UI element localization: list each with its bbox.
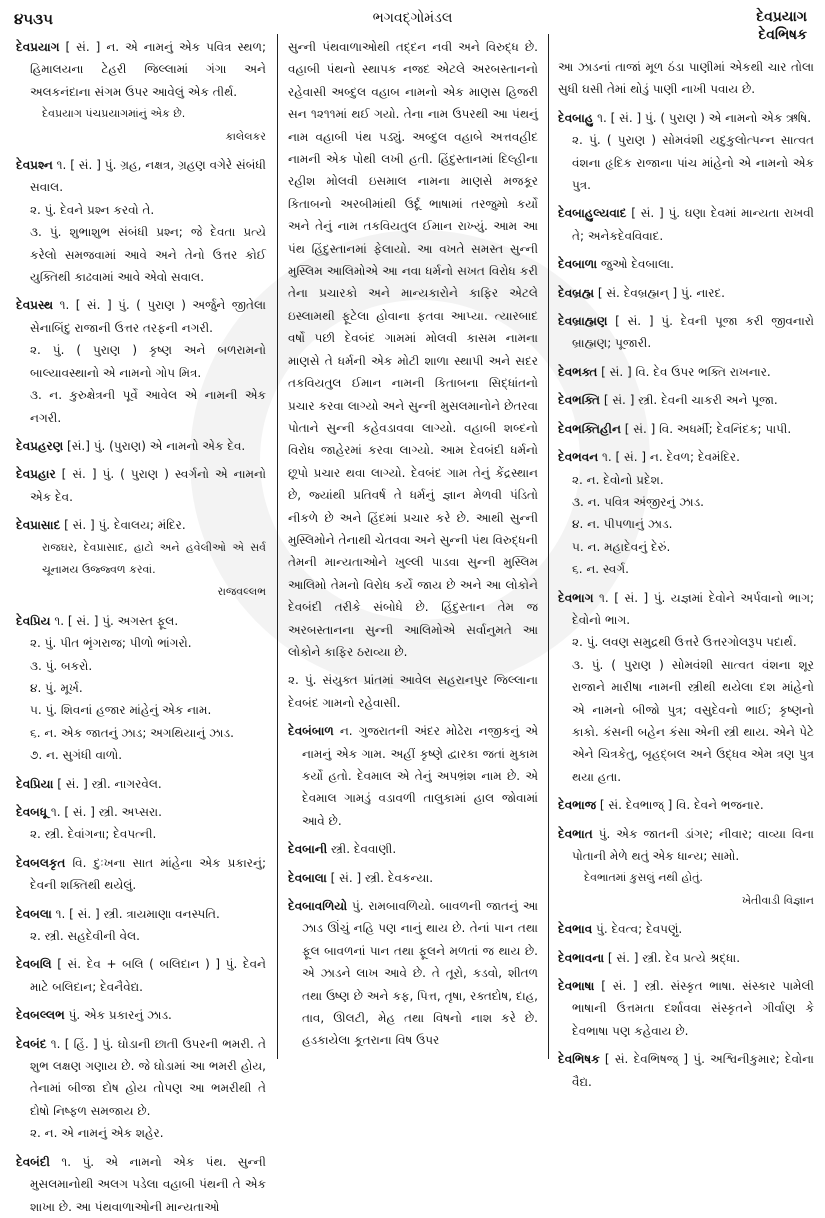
entry-sense: ૩. પું. શુભાશુભ સંબંધી પ્રશ્ન; જે દેવતા પ્રત્યે કરેલો સમજવામાં આવે અને તેનો ઉત્તર કોઈ યુક્તિથી કાઢવામાં આવે એવો સવાલ. — [30, 225, 266, 285]
entry-sense: ૩. ન. પવિત્ર અંજીરનું ઝાડ. — [572, 494, 705, 509]
definition: [ સં. દેવભાજ્ ] વિ. દેવને ભજનાર. — [599, 798, 764, 813]
definition: [ સં. ] સ્ત્રી. નાગરવેલ. — [57, 776, 162, 791]
headword: દેવપ્રિય — [16, 613, 51, 628]
dictionary-entry — [558, 418, 814, 440]
headword: દેવભવન — [558, 450, 599, 465]
usage-quote: દેવભાતમાં કુસલું નથી હોતું. — [584, 871, 703, 885]
quote-citation: રાજવલ્લભ — [217, 585, 266, 599]
definition: [ સં. ] વિ. અધર્મી; દેવનિંદક; પાપી. — [624, 421, 792, 436]
definition: [ સં. ] સ્ત્રી. દેવકન્યા. — [330, 870, 434, 885]
headword: દેવપ્રહરણ — [16, 438, 64, 453]
entry-sense: ૨. પું. ( પુરાણ ) સોમવંશી યદુકુલોત્પન્ન સાત્વત વંશના હૃદિક રાજાના પાંચ માંહેનો એ નામનો એક પુત્ર. — [572, 133, 814, 193]
definition: પું. એક પ્રકારનું ઝાડ. — [68, 1008, 172, 1023]
column-middle — [278, 36, 548, 1097]
headword: દેવબાહુલ્યવાદ — [558, 206, 627, 221]
definition: [ સં. દેવભિષજ્ ] પું. અશ્વિનીકુમાર; દેવોના વૈદ્ય. — [572, 1052, 814, 1089]
definition: પું. રામબાવળિયો. બાવળની જાતનું આ ઝાડ ઊંચું નહિ પણ નાનું થાય છે. તેનાં પાન તથા ફૂલ બાવળનાં પાન તથા ફૂલને મળતાં જ થાય છે. એ ઝાડને લાખ આવે છે. તે તૂરો, કડવો, શીતળ તથા ઉષ્ણ છે અને કફ, પિત્ત, તૃષા, રક્તદોષ, દાહ, તાવ, ઊલટી, મેહ તથા વિષનો નાશ કરે છે. હડકાયેલા કૂતરાના વિષ ઉપર — [302, 899, 538, 1048]
headword: દેવભિષક — [558, 1052, 600, 1067]
book-title: ભગવદ્ગોમંડલ — [372, 10, 453, 26]
entry-sense: ૨. પું. સંયુક્ત પ્રાંતમાં આવેલ સહરાનપુર જિલ્લાના દેવબંદ ગામનો રહેવાસી. — [288, 673, 538, 710]
dictionary-entry — [288, 838, 538, 860]
dictionary-entry — [288, 867, 538, 889]
entry-sense: ૪. પું. મૂર્ખ. — [30, 680, 83, 695]
headword: દેવપ્રશ્ન — [16, 158, 53, 173]
dictionary-entry — [16, 294, 266, 428]
entry-sense: ૫. ન. મહાદેવનું દેરું. — [572, 539, 671, 554]
dictionary-entry — [558, 918, 814, 940]
dictionary-entry — [558, 975, 814, 1042]
definition: [ સં. દેવ + બલિ ( બલિદાન ) ] પું. દેવને માટે બલિદાન; દેવનૈવેદ્ય. — [30, 957, 266, 994]
entry-sense: ૩. ન. કુરુક્ષેત્રની પૂર્વે આવેલ એ નામની એક નગરી. — [30, 388, 266, 425]
quote-citation: કાલેલકર — [225, 129, 266, 143]
dictionary-entry — [558, 389, 814, 411]
dictionary-entry — [16, 1033, 266, 1145]
dictionary-entry — [16, 903, 266, 948]
continued-text: સુન્ની પંથવાળાઓથી તદ્દન નવી અને વિરુદ્ધ છે. વહાબી પંથનો સ્થાપક નજદ એટલે અરબસ્તાનનો રહેવાસી અબ્દુલ વહાબ નામનો એક માણસ હિજરી સન ૧૨૧૧માં થઈ ગયો. તેના નામ ઉપરથી આ પંથનું નામ વહાબી પંથ પડ્યું. અબ્દુલ વહાબે અત્તવહીદ નામની એક પોથી લખી હતી. હિંદુસ્તાનમાં દિલ્હીના રહીશ મોલવી ઇસમાલ નામના માણસે મજકૂર કિતાબનો અરબીમાંથી ઉર્દૂ ભાષામાં તરજુમો કર્યો અને તેનું નામ તકવિયતુલ ઈમાન રાખ્યું. આમ આ પંથ હિંદુસ્તાનમાં ફેલાયો. આ વખતે સમસ્ત સુન્ની મુસ્લિમ આલિમોએ આ નવા ધર્મનો સખત વિરોધ કરી તેના પ્રચારકો અને માન્યકારોને કાફિર એટલે ઇસ્લામથી ફૂટેલા હોવાના ફતવા આપ્યા. ત્યારબાદ વર્ષો પછી દેવબંદ ગામમાં મોલવી કાસમ નામના માણસે તે ધર્મની એક મોટી શાળા સ્થાપી અને સદર તકવિયતુલ ઈમાન નામની કિતાબના સિદ્ધાંતનો પ્રચાર કરવા લાગ્યો અને સુન્ની મુસલમાનોને છેતરવા પોતાને સુન્ની કહેવડાવવા લાગ્યો. વહાબી શબ્દનો વિરોધ જાહેરમાં કરવા લાગ્યો. આમ દેવબંદી ધર્મનો છૂપો પ્રચાર થવા લાગ્યો. દેવબંદ ગામ તેનું કેંદ્રસ્થાન છે, જ્યાંથી પ્રતિવર્ષ તે ધર્મનું જ્ઞાન મેળવી પંડિતો નીકળે છે અને હિંદમાં પ્રચાર કરે છે. આથી સુન્ની મુસ્લિમોને તેનાથી ચેતવવા અને સુન્ની પંથ વિરુદ્ધની તેમની માન્યતાઓને ખુલ્લી પાડવા સુન્ની મુસ્લિમ આલિમો તેમનો વિરોધ કર્યે જાય છે અને આ લોકોને દેવબંદી તરીકે સંબોધે છે. હિંદુસ્તાન તેમ જ અરબસ્તાનના સુન્ની આલિમોએ સર્વાનુમતે આ લોકોને કાફિર ઠરાવ્યા છે. — [288, 40, 538, 659]
column-left — [6, 36, 276, 1214]
headword: દેવભાવ — [558, 922, 593, 937]
definition: ૧. [ સં. ] પું. અગસ્ત ફૂલ. — [54, 613, 179, 628]
dictionary-entry — [16, 852, 266, 897]
usage-quote: દેવપ્રયાગ પંચપ્રયાગમાંનું એક છે. — [42, 107, 186, 121]
dictionary-entry — [558, 282, 814, 304]
headword: દેવપ્રહાર — [16, 467, 56, 482]
entry-sense: ૨. પું. દેવને પ્રશ્ન કરવો તે. — [30, 202, 155, 217]
entry-sense: ૨. પું. ( પુરાણ ) કૃષ્ણ અને બળરામનો બાલ્યાવસ્થાનો એ નામનો ગોપ મિત્ર. — [30, 343, 266, 380]
definition: ન. ગુજરાતની અંદર મોઢેરા નજીકનું એ નામનું એક ગામ. અહીં કૃષ્ણે દ્વારકા જતાં મુકામ કર્યો હતો. દેવમાલ એ તેનું અપભ્રંશ નામ છે. એ દેવમાલ ગામડું વડાવળી તાલુકામાં હાલ જોવામાં આવે છે. — [302, 724, 538, 828]
entry-sense: ૬. ન. એક જાતનું ઝાડ; અગથિયાનું ઝાડ. — [30, 725, 234, 740]
headword: દેવબંદી — [16, 1154, 50, 1169]
definition: [ સં. ] પું. ( પુરાણ ) સ્વર્ગનો એ નામનો એક દેવ. — [30, 467, 266, 504]
headword: દેવભાવના — [558, 950, 605, 965]
definition: ૧. [ સં. ] ન. દેવળ; દેવમંદિર. — [602, 450, 740, 465]
entry-sense: ૨. પું. લવણ સમુદ્રથી ઉત્તરે ઉત્તરગોલરૂપ પદાર્થ. — [572, 635, 797, 650]
headword: દેવપ્રિયા — [16, 776, 54, 791]
dictionary-entry — [558, 107, 814, 197]
entry-sense: ૨. પું. પીત ભૃંગરાજ; પીળો ભાંગરો. — [30, 636, 192, 651]
dictionary-entry — [558, 202, 814, 247]
dictionary-entry — [16, 435, 266, 457]
dictionary-entry — [288, 720, 538, 832]
dictionary-entry — [558, 947, 814, 969]
dictionary-entry — [558, 1048, 814, 1093]
definition: [ સં. ] વિ. દેવ ઉપર ભક્તિ રાખનાર. — [601, 364, 771, 379]
definition: ૧. [ સં. ] સ્ત્રી. ત્રાયમાણા વનસ્પતિ. — [55, 906, 220, 921]
definition: [ સં. ] પું. દેવની પૂજા કરી જીવનારો બ્રાહ્મણ; પૂજારી. — [572, 314, 814, 351]
headword: દેવભાત — [558, 826, 593, 841]
guide-word-last: દેવભિષક — [758, 27, 807, 43]
dictionary-entry — [558, 310, 814, 355]
continued-text: આ ઝાડનાં તાજાં મૂળ ઠંડા પાણીમાં એકથી ચાર તોલા સુધી ઘસી તેમાં થોડું પાણી નાખી પવાય છે. — [558, 60, 814, 97]
definition: ૧. [ સં. ] પું. ( પુરાણ ) એ નામનો એક ઋષિ. — [597, 110, 812, 125]
page-number: ૪૫૩૫ — [14, 10, 54, 28]
headword: દેવભક્તિ — [558, 393, 601, 408]
dictionary-entry — [16, 514, 266, 604]
headword: દેવબલ્લભ — [16, 1008, 65, 1023]
definition: [ સં. ] પું. દેવાલય; મંદિર. — [64, 518, 186, 533]
definition: ૧. [ સં. ] પું. ગ્રહ, નક્ષત્ર, ગ્રહણ વગેરે સંબંધી સવાલ. — [30, 158, 266, 195]
dictionary-entry — [16, 36, 266, 148]
dictionary-entry — [16, 610, 266, 767]
quote-citation: ખેતીવાડી વિજ્ઞાન — [741, 893, 814, 907]
headword: દેવભાષા — [558, 979, 595, 994]
headword: દેવબંદ — [16, 1036, 47, 1051]
headword: દેવબાળા — [558, 257, 598, 272]
headword: દેવબાહુ — [558, 110, 594, 125]
dictionary-columns — [0, 36, 825, 1214]
definition: [ સં. ] ન. એ નામનું એક પવિત્ર સ્થળ; હિમાલયના ટેહરી જિલ્લામાં ગંગા અને અલકનંદાના સંગમ ઉપર આવેલું એક તીર્થ. — [30, 40, 266, 99]
headword: દેવપ્રાસાદ — [16, 518, 61, 533]
definition: ૧. [ સં. ] પું. ( પુરાણ ) અર્જુને જીતેલા સેનાબિંદુ રાજાની ઉત્તર તરફની નગરી. — [30, 298, 266, 335]
headword: દેવબલકૃત — [16, 855, 66, 870]
headword: દેવભાગ — [558, 590, 594, 605]
headword: દેવભાજ — [558, 798, 597, 813]
dictionary-entry — [16, 154, 266, 288]
dictionary-entry — [16, 953, 266, 998]
dictionary-entry — [558, 823, 814, 913]
entry-sense: ૨. ન. દેવોનો પ્રદેશ. — [572, 472, 664, 487]
entry-sense: ૪. ન. પીપળાનું ઝાડ. — [572, 517, 673, 532]
headword: દેવબ્રાહ્મણ — [558, 314, 608, 329]
column-right — [548, 36, 824, 1097]
entry-sense: ૨. ન. એ નામનું એક શહેર. — [30, 1126, 164, 1141]
definition: સ્ત્રી. દેવવાણી. — [330, 842, 397, 857]
headword: દેવબાની — [288, 842, 328, 857]
definition: [ સં. ] સ્ત્રી. દેવની ચાકરી અને પૂજા. — [603, 393, 778, 408]
dictionary-entry — [16, 463, 266, 508]
definition: પું. દેવત્વ; દેવપણું. — [596, 922, 683, 937]
guide-word-first: દેવપ્રયાગ — [756, 9, 807, 25]
definition: જુઓ દેવબાલા. — [600, 257, 674, 272]
definition: [ સં. ] સ્ત્રી. સંસ્કૃત ભાષા. સંસ્કાર પામેલી ભાષાની ઉત્તમતા દર્શાવવા સંસ્કૃતને ગીર્વાણ કે દેવભાષા પણ કહેવાય છે. — [572, 979, 814, 1038]
definition: [ સં. ] સ્ત્રી. દેવ પ્રત્યે શ્રદ્ધા. — [607, 950, 741, 965]
dictionary-entry — [558, 253, 814, 275]
definition: ૧. પું. એ નામનો એક પંથ. સુન્ની મુસલમાનોથી અલગ પડેલા વહાબી પંથની તે એક શાખા છે. આ પંથવાળાઓની માન્યતાઓ — [30, 1154, 266, 1214]
entry-sense: ૭. ન. સુગંધી વાળો. — [30, 748, 123, 763]
headword: દેવભક્તિહીન — [558, 421, 621, 436]
dictionary-entry — [558, 446, 814, 580]
dictionary-entry — [558, 361, 814, 383]
entry-sense: ૫. પું. શિવનાં હજાર માંહેનું એક નામ. — [30, 703, 212, 718]
headword: દેવબલા — [16, 906, 52, 921]
dictionary-entry — [16, 1004, 266, 1026]
dictionary-entry — [558, 587, 814, 789]
headword: દેવપ્રયાગ — [16, 40, 60, 54]
definition: [ સં. દેવબ્રહ્મન્ ] પું. નારદ. — [597, 285, 725, 300]
entry-sense: ૬. ન. સ્વર્ગ. — [572, 562, 629, 577]
definition: [સં.] પું. (પુરાણ) એ નામનો એક દેવ. — [67, 438, 246, 453]
dictionary-entry — [16, 801, 266, 846]
headword: દેવબાલા — [288, 870, 327, 885]
entry-sense: ૨. સ્ત્રી. દેવાંગના; દેવપત્ની. — [30, 827, 157, 842]
entry-sense: ૨. સ્ત્રી. સહદેવીની વેલ. — [30, 929, 140, 944]
entry-sense: ૩. પું. બકરો. — [30, 658, 93, 673]
headword: દેવભક્ત — [558, 364, 598, 379]
headword: દેવબધૂ — [16, 805, 48, 819]
entry-sense: ૩. પું. ( પુરાણ ) સોમવંશી સાત્વત વંશના શૂર રાજાને મારીષા નામની સ્ત્રીથી થયેલા દશ માંહેનો એ નામનો બીજો પુત્ર; વસુદેવનો ભાઈ; કૃષ્ણનો કાકો. કંસની બહેન કંસા એની સ્ત્રી થાય. એને પેટે એને ચિત્રકેતુ, બૃહદ્બલ અને ઉદ્ધવ એમ ત્રણ પુત્ર થયા હતા. — [572, 657, 814, 784]
dictionary-entry — [16, 773, 266, 795]
headword: દેવબાવળિયો — [288, 899, 348, 914]
dictionary-entry — [288, 895, 538, 1052]
definition: પું. એક જાતની ડાંગર; નીવાર; વાવ્યા વિના પોતાની મેળે થતું એક ધાન્ય; સામો. — [572, 826, 814, 863]
definition: [ સં. ] પું. ઘણા દેવમાં માન્યતા રાખવી તે; અનેકદેવવિવાદ. — [572, 206, 814, 243]
usage-quote: રાજઘર, દેવપ્રાસાદ, હાટો અને હવેલીઓ એ સર્વ ચૂનામય ઉજ્જ્વળ કરવાં. — [42, 540, 266, 576]
dictionary-entry — [16, 1151, 266, 1218]
definition: ૧. [ સં. ] સ્ત્રી. અપ્સરા. — [50, 805, 162, 819]
dictionary-entry — [558, 794, 814, 816]
headword: દેવબ્રહ્મ — [558, 285, 595, 300]
definition: ૧. [ હિં. ] પું. ઘોડાની છાતી ઉપરની ભમરી. તે શુભ લક્ષણ ગણાય છે. જે ઘોડામાં આ ભમરી હોય, તેનામાં બીજા દોષ હોય તોપણ આ ભમરીથી તે દોષો નિષ્ફળ સમજાય છે. — [30, 1036, 266, 1118]
headword: દેવબંબાળ — [288, 724, 334, 739]
definition: ૧. [ સં. ] પું. યજ્ઞમાં દેવોને અર્પવાનો ભાગ; દેવોનો ભાગ. — [572, 590, 814, 627]
headword: દેવપ્રસ્થ — [16, 298, 54, 313]
headword: દેવબલિ — [16, 957, 52, 972]
definition: વિ. દુઃખના સાત માંહેના એક પ્રકારનું; દેવની શક્તિથી થયેલું. — [30, 855, 266, 893]
